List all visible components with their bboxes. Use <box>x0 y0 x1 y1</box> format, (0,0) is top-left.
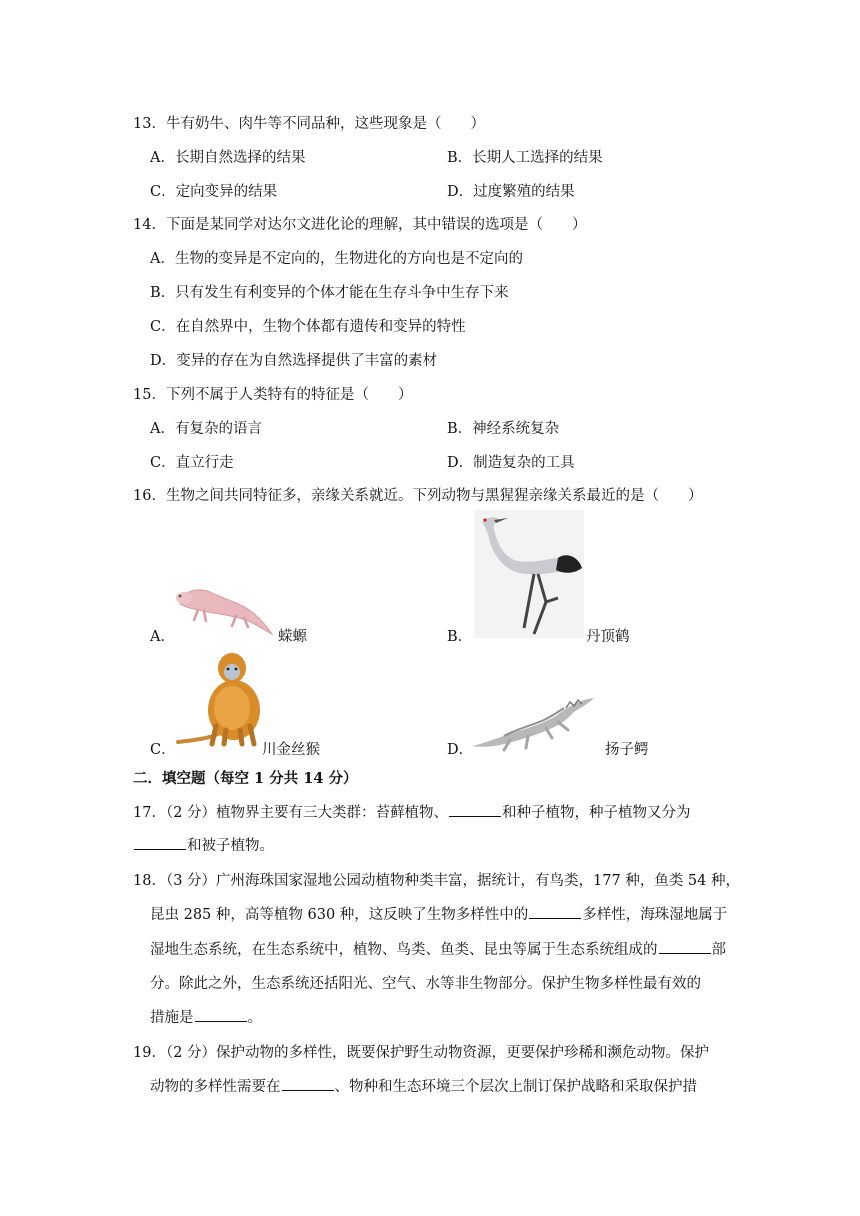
q17-blank-2[interactable] <box>134 835 186 850</box>
q18-line-2 <box>150 903 727 924</box>
salamander-image <box>168 578 278 636</box>
q18-blank-2[interactable] <box>659 939 711 954</box>
q14-option-c[interactable]: C．在自然界中，生物个体都有遗传和变异的特性 <box>150 319 466 335</box>
q13-option-a[interactable]: A．长期自然选择的结果 <box>150 150 306 166</box>
q16-option-c-letter[interactable]: C． <box>150 742 176 758</box>
q17-text-3: 和被子植物。 <box>187 838 274 854</box>
q17-line-2 <box>133 834 274 855</box>
q13-option-b[interactable]: B．长期人工选择的结果 <box>447 150 603 166</box>
q18-text-3b: 部 <box>711 942 726 958</box>
q15-option-c[interactable]: C．直立行走 <box>150 455 234 471</box>
q18-line-3 <box>150 938 726 959</box>
q15-option-b[interactable]: B．神经系统复杂 <box>447 421 560 437</box>
q18-text-5b: 。 <box>247 1010 262 1026</box>
q14-option-d[interactable]: D．变异的存在为自然选择提供了丰富的素材 <box>150 353 438 369</box>
q16-option-d-letter[interactable]: D． <box>447 742 474 758</box>
q17-blank-1[interactable] <box>449 802 501 817</box>
q16-stem: 16．生物之间共同特征多，亲缘关系就近。下列动物与黑猩猩亲缘关系最近的是（ ） <box>133 488 703 504</box>
alligator-image <box>470 690 598 754</box>
q16-option-b-letter[interactable]: B． <box>447 629 473 645</box>
q15-stem: 15．下列不属于人类特有的特征是（ ） <box>133 387 413 403</box>
q14-stem: 14．下面是某同学对达尔文进化论的理解，其中错误的选项是（ ） <box>133 217 587 233</box>
q18-text-5a: 措施是 <box>150 1010 194 1026</box>
q16-option-d-name: 扬子鳄 <box>605 742 649 758</box>
q18-text-2a: 昆虫 285 种，高等植物 630 种，这反映了生物多样性中的 <box>150 907 529 923</box>
q19-line-2 <box>150 1075 697 1096</box>
q13-stem: 13．牛有奶牛、肉牛等不同品种，这些现象是（ ） <box>133 116 485 132</box>
q19-text-2a: 动物的多样性需要在 <box>150 1079 281 1095</box>
q18-text-2b: 多样性，海珠湿地属于 <box>582 907 728 923</box>
q16-option-b-name: 丹顶鹤 <box>586 629 630 645</box>
q18-blank-1[interactable] <box>529 904 581 919</box>
q18-line-4: 分。除此之外，生态系统还括阳光、空气、水等非生物部分。保护生物多样性最有效的 <box>150 976 701 992</box>
section-2-title: 二．填空题（每空 1 分共 14 分） <box>133 770 358 787</box>
q13-option-c[interactable]: C．定向变异的结果 <box>150 184 278 200</box>
q18-line-1: 18．（3 分）广州海珠国家湿地公园动植物种类丰富，据统计，有鸟类，177 种，鱼类 54 种， <box>133 873 740 889</box>
q16-option-a-name: 蝾螈 <box>278 629 307 645</box>
q17-line-1 <box>133 801 691 822</box>
q16-option-c-name: 川金丝猴 <box>262 742 320 758</box>
q18-line-5 <box>150 1006 262 1027</box>
crane-image <box>474 510 584 638</box>
q15-option-d[interactable]: D．制造复杂的工具 <box>447 455 575 471</box>
q19-text-2b: 、物种和生态环境三个层次上制订保护战略和采取保护措 <box>334 1079 697 1095</box>
q18-blank-3[interactable] <box>195 1007 247 1022</box>
q18-text-3a: 湿地生态系统，在生态系统中，植物、鸟类、鱼类、昆虫等属于生态系统组成的 <box>150 942 658 958</box>
q17-text-2: 和种子植物，种子植物又分为 <box>502 805 691 821</box>
monkey-image <box>176 648 264 748</box>
q17-text-1: 17．（2 分）植物界主要有三大类群：苔藓植物、 <box>133 805 449 821</box>
q13-option-d[interactable]: D．过度繁殖的结果 <box>447 184 575 200</box>
q19-line-1: 19．（2 分）保护动物的多样性，既要保护野生动物资源，更要保护珍稀和濒危动物。保护 <box>133 1045 710 1061</box>
q16-option-a-letter[interactable]: A． <box>150 629 175 645</box>
q14-option-a[interactable]: A．生物的变异是不定向的，生物进化的方向也是不定向的 <box>150 251 523 267</box>
q14-option-b[interactable]: B．只有发生有利变异的个体才能在生存斗争中生存下来 <box>150 285 509 301</box>
q15-option-a[interactable]: A．有复杂的语言 <box>150 421 262 437</box>
q19-blank-1[interactable] <box>282 1076 334 1091</box>
